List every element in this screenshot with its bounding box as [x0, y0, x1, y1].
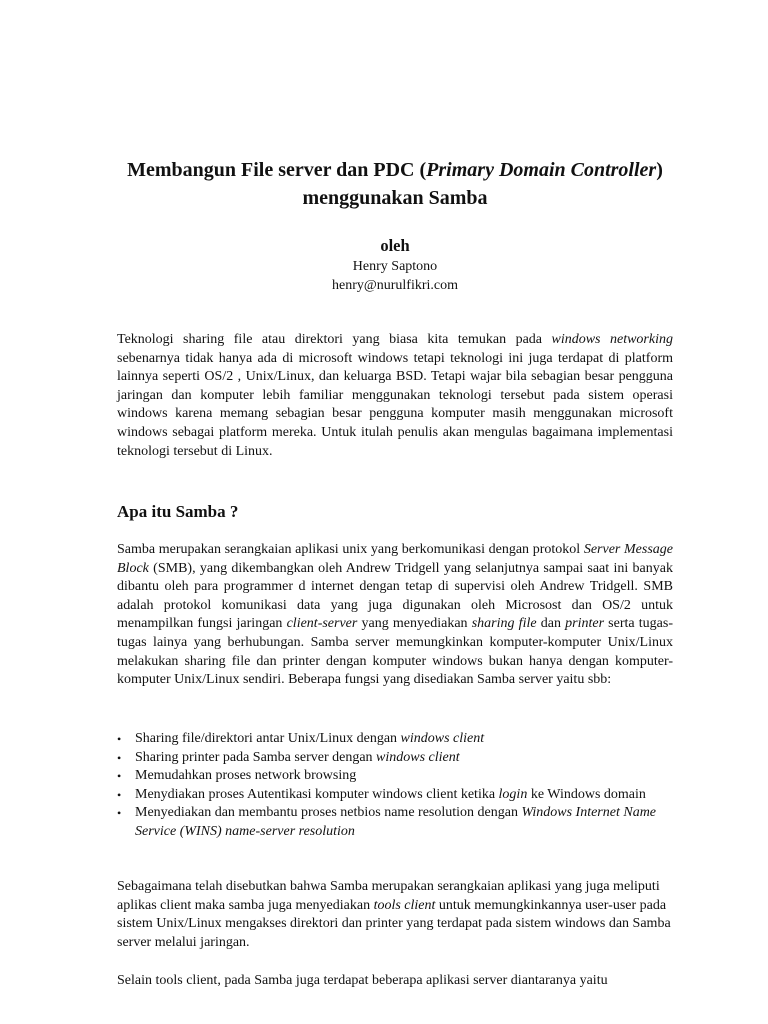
title-line-1: Membangun File server dan PDC (Primary Domain Controller) [127, 159, 663, 181]
server-apps-paragraph: Selain tools client, pada Samba juga terdapat beberapa aplikasi server diantaranya yaitu [117, 973, 608, 988]
section-heading: Apa itu Samba ? [117, 502, 239, 521]
list-item: • Sharing file/direktori antar Unix/Linux dengan windows client [117, 730, 673, 749]
byline-oleh: oleh [380, 236, 410, 255]
title-line-2: menggunakan Samba [302, 187, 488, 209]
intro-paragraph: Teknologi sharing file atau direktori yang biasa kita temukan pada windows networking sebenarnya tidak hanya ada di microsoft windows tetapi teknologi ini juga terdapat di platform lainnya seperti OS/2 , Unix/Linux, dan keluarga BSD. Tetapi wajar bila sebagian besar pengguna jaringan dan komputer lebih familiar menggunakan teknologi tersebut pada sistem operasi windows karena memang sebagian besar pengguna komputer masih menggunakan microsoft windows sebagai platform mereka. Untuk itulah penulis akan mengulas bagaimana implementasi teknologi tersebut di Linux. [117, 332, 673, 459]
list-item: • Menydiakan proses Autentikasi komputer windows client ketika login ke Windows domain [117, 786, 673, 805]
list-item: • Memudahkan proses network browsing [117, 767, 673, 786]
feature-list [117, 730, 673, 842]
samba-paragraph: Samba merupakan serangkaian aplikasi unix yang berkomunikasi dengan protokol Server Message Block (SMB), yang dikembangkan oleh Andrew Tridgell yang selanjutnya sampai saat ini banyak dibantu oleh para programmer d internet dengan tetap di supervisi oleh Andrew Tridgell. SMB adalah protokol komunikasi data yang juga digunakan oleh Microsost dan OS/2 untuk menampilkan fungsi jaringan client-server yang menyediakan sharing file dan printer serta tugas-tugas lainya yang berhubungan. Samba server memungkinkan komputer-komputer Unix/Linux melakukan sharing file dan printer dengan komputer windows bukan hanya dengan komputer-komputer Unix/Linux sendiri. Beberapa fungsi yang disediakan Samba server yaitu sbb: [117, 542, 673, 688]
list-item: • Menyediakan dan membantu proses netbios name resolution dengan Windows Internet Name Service (WINS) name-server resolution [117, 804, 673, 841]
author-name: Henry Saptono [352, 259, 438, 274]
tools-paragraph: Sebagaimana telah disebutkan bahwa Samba merupakan serangkaian aplikasi yang juga meliputi aplikas client maka samba juga menyediakan tools client untuk memungkinkannya user-user pada sistem Unix/Linux mengakses direktori dan printer yang terdapat pada sistem windows dan Samba server melalui jaringan. [117, 879, 671, 950]
page-title [100, 156, 690, 212]
byline [100, 235, 690, 295]
list-item: • Sharing printer pada Samba server dengan windows client [117, 749, 673, 768]
author-email: henry@nurulfikri.com [331, 278, 459, 293]
